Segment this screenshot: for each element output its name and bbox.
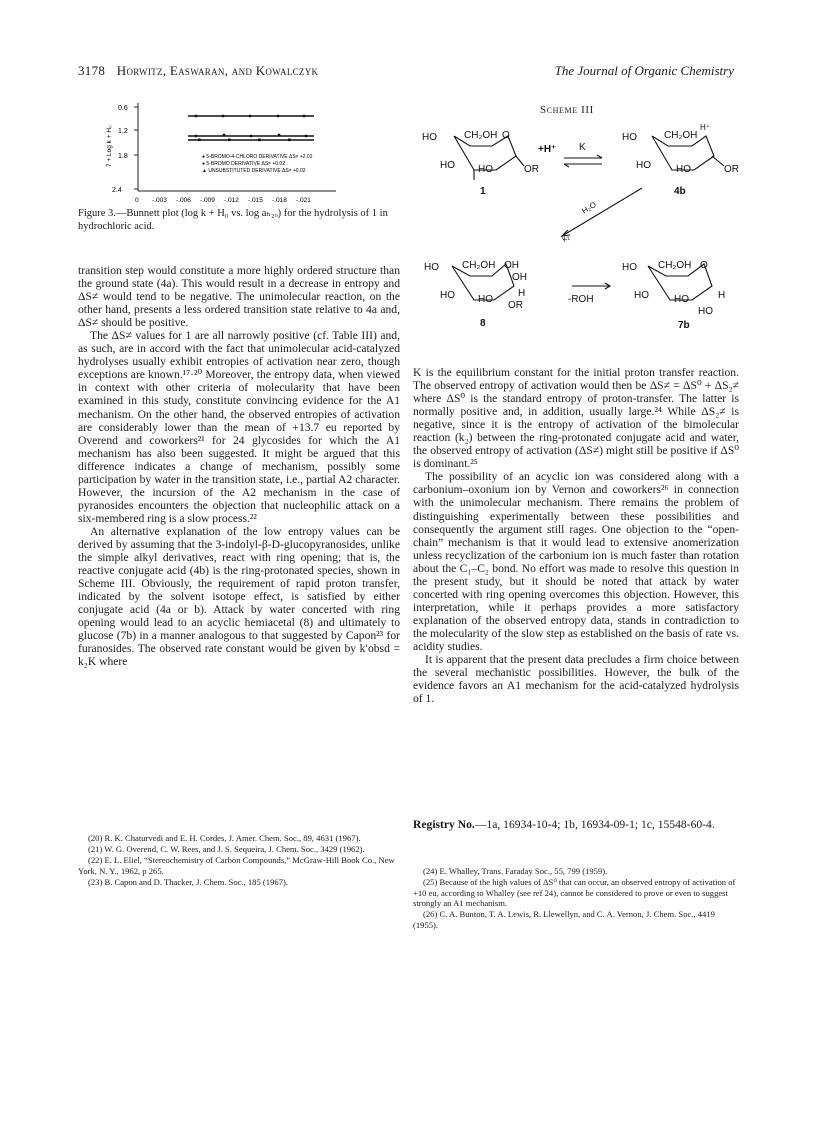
footnote: (23) B. Capon and D. Thacker, J. Chem. Soc., 185 (1967).	[88, 876, 288, 887]
group-label: HO	[440, 290, 455, 301]
group-label: HO	[698, 306, 713, 317]
x-tick-label: 0	[135, 197, 139, 204]
registry-values: —1a, 16934-10-4; 1b, 16934-09-1; 1c, 15548-60-4.	[474, 818, 715, 831]
footnotes-left	[78, 833, 400, 888]
group-label: HO	[478, 164, 493, 175]
group-label: H	[718, 290, 726, 301]
right-column	[413, 366, 739, 705]
x-tick-label: -.021	[296, 197, 311, 204]
compound-number: 4b	[674, 186, 686, 197]
page-number: 3178	[78, 63, 106, 78]
y-tick-label: 1.2	[118, 128, 128, 135]
footnote: (20) R. K. Chaturvedi and E. H. Cordes, J. Amer. Chem. Soc., 89, 4631 (1967).	[88, 833, 361, 843]
group-label: HO	[478, 294, 493, 305]
arrow-label: K	[579, 142, 586, 153]
figure-3-caption: Figure 3.—Bunnett plot (log k + H₀ vs. log aₕ₂ₒ) for the hydrolysis of 1 in hydrochloric acid.	[78, 208, 388, 232]
compound-number: 7b	[678, 320, 690, 331]
paragraph: The possibility of an acyclic ion was considered along with a carbonium–oxonium ion by Vernon and coworkers²⁶ in connection with the unimolecular mechanism. There remains the problem of distinguishing experimentally between these possibilities and consequently the argument still rages. One objection to the “open-chain” mechanism is that it would lead to extensive anomerization unless recyclization of the carbonium ion is much faster than rotation about the C₁–C₂ bond. No effort was made to resolve this question in the present study, but it should be noted that attack by water concerted with ring opening overcomes this objection. However, this interpretation, while it perhaps provides a more satisfactory explanation of the observed entropy data, stands in contradiction to the molecularity of the slow step as established on the basis of rate vs. acidity studies.	[413, 470, 739, 653]
y-tick-label: 1.8	[118, 153, 128, 160]
left-column	[78, 264, 400, 668]
x-tick-label: -.015	[248, 197, 263, 204]
legend-entry: ● 5-BROMO-4-CHLORO DERIVATIVE ΔS≠ +2.02	[202, 154, 313, 160]
x-tick-label: -.003	[152, 197, 167, 204]
footnote: (26) C. A. Bunton, T. A. Lewis, R. Llewellyn, and C. A. Vernon, J. Chem. Soc., 4419 (1955).	[413, 909, 715, 930]
group-label: HO	[634, 290, 649, 301]
group-label: CH₂OH	[462, 260, 496, 271]
paragraph: It is apparent that the present data precludes a firm choice between the several mechanistic possibilities. However, the bulk of the evidence favors an A1 mechanism for the acid-catalyzed hydrolysis of 1.	[413, 653, 739, 706]
group-label: H	[518, 288, 526, 299]
footnote: (21) W. G. Overend, C. W. Rees, and J. S. Sequeira, J. Chem. Soc., 3429 (1962).	[88, 844, 365, 854]
group-label: H⁺	[700, 123, 710, 132]
y-tick-label: 0.6	[118, 105, 128, 112]
group-label: OR	[508, 300, 523, 311]
x-tick-label: -.012	[224, 197, 239, 204]
x-tick-label: -.018	[272, 197, 287, 204]
group-label: OR	[524, 164, 539, 175]
data-points	[195, 115, 308, 142]
footnote: (22) E. L. Eliel, “Stereochemistry of Carbon Compounds,” McGraw-Hill Book Co., New York, N. Y., 1962, p 265.	[78, 855, 395, 876]
figure-3-bunnett-plot	[78, 95, 400, 207]
diagonal-arrow	[562, 188, 642, 236]
group-label: HO	[674, 294, 689, 305]
group-label: OH	[504, 260, 519, 271]
group-label: CH₂OH	[664, 130, 698, 141]
scheme-title: Scheme III	[540, 104, 594, 116]
legend-entry: ● 5-BROMO DERIVATIVE ΔS≠ +0.02	[202, 161, 285, 167]
arrow-label: H₂O	[580, 200, 598, 216]
group-label: HO	[676, 164, 691, 175]
paragraph: An alternative explanation of the low entropy values can be derived by assuming that the 3-indolyl-β-D-glucopyranosides, unlike the simple alkyl derivatives, react with ring opening; that is, the reactive conjugate acid (4b) is the ring-protonated species, shown in Scheme III. Obviously, the requirement of rapid proton transfer, indicated by the solvent isotope effect, is satisfied by either conjugate acid (4a or b). Attack by water concerted with ring opening would lead to an acyclic hemiacetal (8) and ultimately to glucose (7b) in a manner analogous to that suggested by Capon²³ for furanosides. The observed rate constant would be given by k′obsd = k₂K where	[78, 524, 400, 669]
compound-number: 1	[480, 186, 486, 197]
x-axis-label	[216, 206, 240, 207]
scheme-iii-diagram	[412, 118, 748, 340]
arrow-label: -ROH	[568, 294, 594, 305]
registry-label: Registry No.	[413, 818, 475, 831]
paragraph: transition step would constitute a more highly ordered structure than the ground state (4a). This would result in a decrease in entropy and ΔS≠ would tend to be negative. The unimolecular reaction, on the other hand, presents a less ordered transition state relative to 4a and, ΔS≠ should be positive.	[78, 264, 400, 330]
footnote: (25) Because of the high values of ΔS⁰ that can occur, an observed entropy of activation of +10 eu, according to Whalley (see ref 24), cannot be considered to prove or even to suggest strongly an A1 mechanism.	[413, 877, 736, 908]
arrow-label: k₂	[560, 232, 572, 244]
group-label: CH₂OH	[464, 130, 498, 141]
registry-numbers	[413, 818, 739, 832]
legend-entry: ▲ UNSUBSTITUTED DERIVATIVE ΔS≠ +0.02	[202, 168, 306, 174]
journal-title: The Journal of Organic Chemistry	[554, 63, 734, 78]
group-label: O	[502, 130, 510, 141]
group-label: HO	[422, 132, 437, 143]
y-axis-label: 7 + Log k + H₀	[106, 125, 113, 167]
footnotes-right	[413, 866, 739, 931]
group-label: HO	[424, 262, 439, 273]
group-label: HO	[440, 160, 455, 171]
group-label: OR	[724, 164, 739, 175]
paragraph: K is the equilibrium constant for the initial proton transfer reaction. The observed entropy of activation would then be ΔS≠ = ΔS⁰ + ΔS₂≠ where ΔS⁰ is the standard entropy of proton-transfer. The latter is normally positive and, in addition, usually large.²⁴ While ΔS₂≠ is negative, since it is the entropy of activation of the bimolecular reaction (k₂) between the ring-protonated conjugate acid and water, the observed entropy of activation (ΔS≠) might still be positive if ΔS⁰ is dominant.²⁵	[413, 366, 739, 471]
y-tick-label: 2.4	[112, 187, 122, 194]
group-label: HO	[622, 132, 637, 143]
x-tick-label: -.006	[176, 197, 191, 204]
x-tick-label: -.009	[200, 197, 215, 204]
group-label: O	[700, 260, 708, 271]
group-label: CH₂OH	[658, 260, 692, 271]
paragraph: The ΔS≠ values for 1 are all narrowly positive (cf. Table III) and, as such, are in accord with the fact that unimolecular acid-catalyzed hydrolyses usually exhibit entropies of activation near zero, though exceptions are known.¹⁷·²⁰ Moreover, the entropy data, when viewed in context with other criteria of molecularity that have been examined in this study, constitute convincing evidence for the A1 mechanism. On the other hand, the observed entropies of activation are considerably lower than the mean of +13.7 eu reported by Overend and coworkers²¹ for 24 glycosides for which the A1 mechanism has also been suggested. It might be argued that this difference indicates a change of mechanism, possibly some participation by water in the transition state, i.e., partial A2 character. However, the incursion of the A2 mechanism in the case of pyranosides encounters the objection that nucleophilic attack on a six-membered ring is a slow process.²²	[78, 329, 400, 525]
compound-number: 8	[480, 318, 486, 329]
footnote: (24) E. Whalley, Trans. Faraday Soc., 55, 799 (1959).	[423, 866, 608, 876]
running-header-left	[78, 63, 318, 79]
group-label: HO	[622, 262, 637, 273]
group-label: OH	[512, 272, 527, 283]
arrow-label: +H⁺	[538, 144, 557, 155]
author-line: Horwitz, Easwaran, and Kowalczyk	[116, 63, 319, 78]
group-label: HO	[636, 160, 651, 171]
